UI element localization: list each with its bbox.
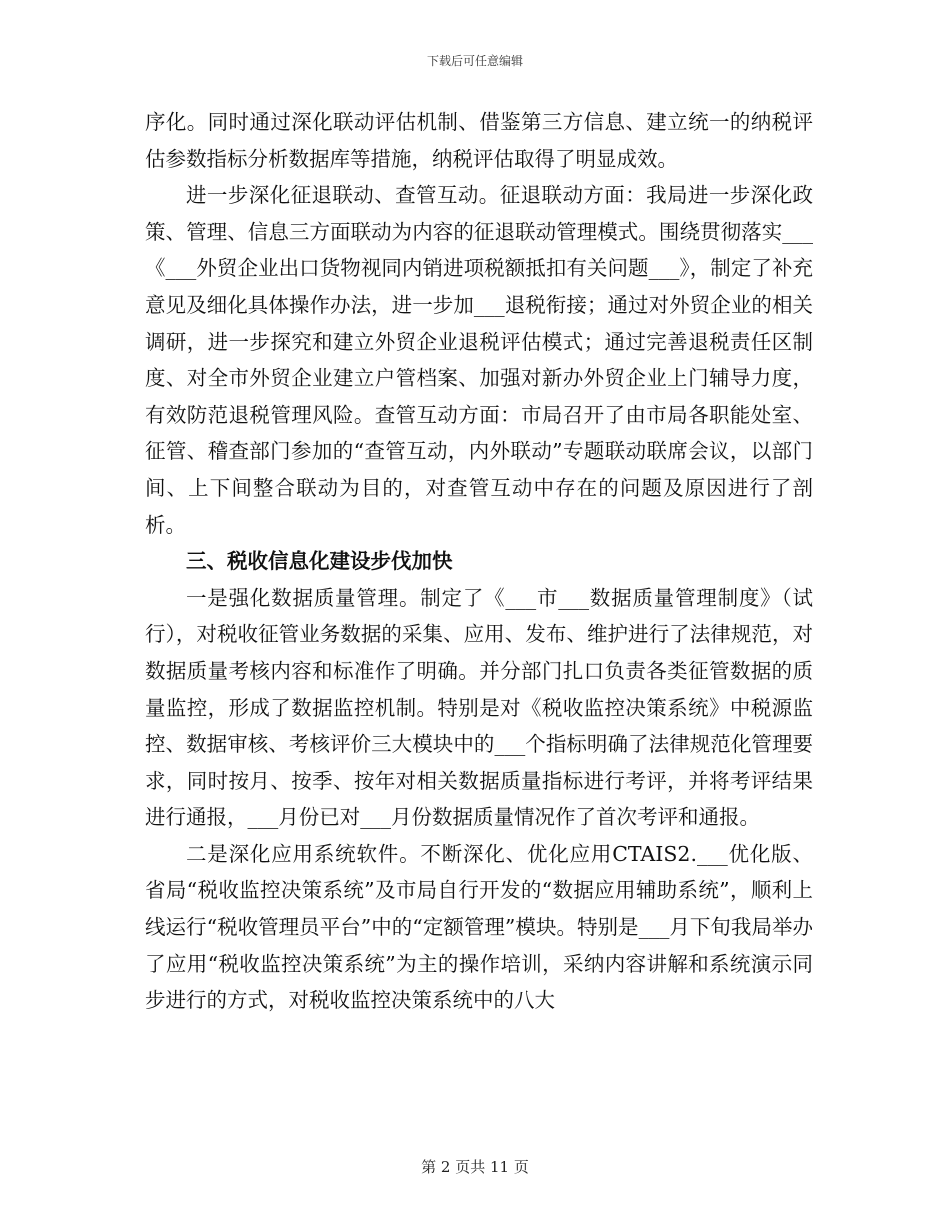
document-body [145, 104, 813, 1019]
paragraph-3: 一是强化数据质量管理。制定了《___市___数据质量管理制度》（试行），对税收征管业务数据的采集、应用、发布、维护进行了法律规范，对数据质量考核内容和标准作了明确。并分部门扎口负责各类征管数据的质量监控，形成了数据监控机制。特别是对《税收监控决策系统》中税源监控、数据审核、考核评价三大模块中的___个指标明确了法律规范化管理要求，同时按月、按季、按年对相关数据质量指标进行考评，并将考评结果进行通报，___月份已对___月份数据质量情况作了首次考评和通报。 [145, 585, 813, 830]
paragraph-2: 进一步深化征退联动、查管互动。征退联动方面：我局进一步深化政策、管理、信息三方面联动为内容的征退联动管理模式。围绕贯彻落实___《___外贸企业出口货物视同内销进项税额抵扣有关问题___》，制定了补充意见及细化具体操作办法，进一步加___退税衔接；通过对外贸企业的相关调研，进一步探究和建立外贸企业退税评估模式；通过完善退税责任区制度、对全市外贸企业建立户管档案、加强对新办外贸企业上门辅导力度，有效防范退税管理风险。查管互动方面：市局召开了由市局各职能处室、征管、稽查部门参加的“查管互动，内外联动”专题联动联席会议，以部门间、上下间整合联动为目的，对查管互动中存在的问题及原因进行了剖析。 [145, 183, 813, 537]
page-header: 下载后可任意编辑 [426, 54, 523, 68]
paragraph-1: 序化。同时通过深化联动评估机制、借鉴第三方信息、建立统一的纳税评估参数指标分析数据库等措施，纳税评估取得了明显成效。 [145, 110, 813, 171]
section-heading: 三、税收信息化建设步伐加快 [186, 549, 453, 574]
page-footer: 第 2 页共 11 页 [421, 1158, 529, 1176]
paragraph-4: 二是深化应用系统软件。不断深化、优化应用CTAIS2.___优化版、省局“税收监控决策系统”及市局自行开发的“数据应用辅助系统”，顺利上线运行“税收管理员平台”中的“定额管理”模块。特别是___月下旬我局举办了应用“税收监控决策系统”为主的操作培训，采纳内容讲解和系统演示同步进行的方式，对税收监控决策系统中的八大 [145, 841, 813, 1013]
